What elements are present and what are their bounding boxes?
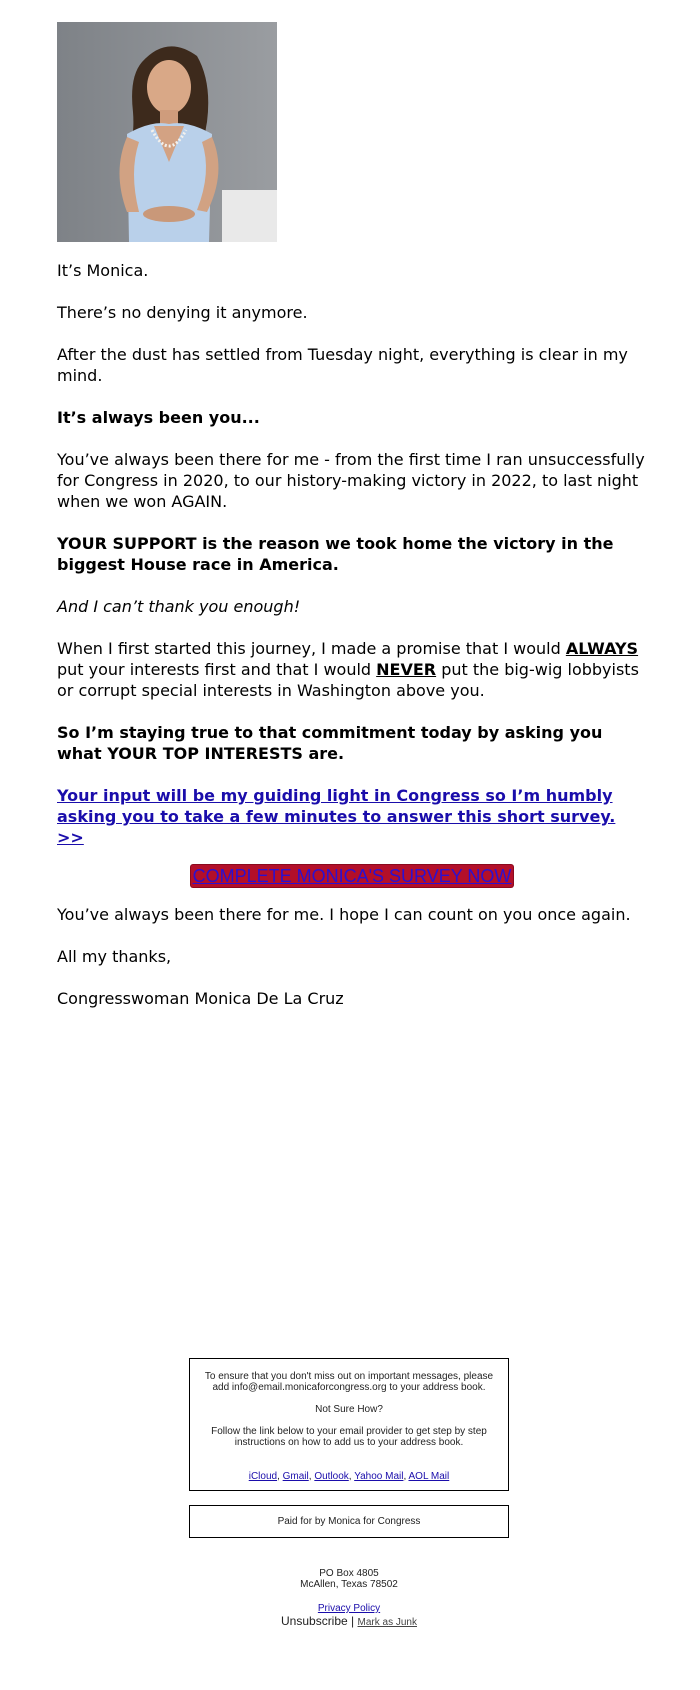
paragraph-count-on-you: You’ve always been there for me. I hope I can count on you once again. xyxy=(57,905,631,924)
outlook-link[interactable]: Outlook xyxy=(314,1471,349,1482)
mark-as-junk-link[interactable]: Mark as Junk xyxy=(357,1617,417,1628)
separator: | xyxy=(351,1614,355,1628)
never-emphasis: NEVER xyxy=(376,660,437,679)
aol-mail-link[interactable]: AOL Mail xyxy=(408,1471,450,1482)
yahoo-mail-link[interactable]: Yahoo Mail xyxy=(354,1471,404,1482)
provider-links: iCloud, Gmail, Outlook, Yahoo Mail, AOL Mail xyxy=(248,1471,450,1482)
paragraph-promise xyxy=(57,638,647,701)
paragraph-denying: There’s no denying it anymore. xyxy=(57,303,308,322)
privacy-line xyxy=(189,1603,509,1614)
paragraph-history: You’ve always been there for me - from the first time I ran unsuccessfully for Congress in 2020, to our history-making victory in 2022, to last night when we won AGAIN. xyxy=(57,450,645,511)
address-line-2: McAllen, Texas 78502 xyxy=(300,1579,398,1590)
paragraph-always-been-you: It’s always been you... xyxy=(57,408,260,427)
privacy-policy-link[interactable]: Privacy Policy xyxy=(317,1603,381,1614)
promise-text-2: put your interests first and that I would xyxy=(57,660,377,679)
candidate-photo xyxy=(57,22,277,242)
unsubscribe-line xyxy=(189,1615,509,1629)
paid-for-box xyxy=(189,1505,509,1538)
signoff-text: All my thanks, xyxy=(57,947,172,966)
paragraph-thanks: And I can’t thank you enough! xyxy=(57,597,301,616)
not-sure-how-text: Not Sure How? xyxy=(315,1404,383,1415)
paid-for-text: Paid for by Monica for Congress xyxy=(277,1516,421,1527)
address-line-1: PO Box 4805 xyxy=(319,1568,379,1579)
address-book-box xyxy=(189,1358,509,1491)
gmail-link[interactable]: Gmail xyxy=(282,1471,309,1482)
address-book-instructions: To ensure that you don't miss out on important messages, please add info@email.monicaforcongress.org to your address book. xyxy=(204,1371,494,1393)
icloud-link[interactable]: iCloud xyxy=(248,1471,278,1482)
promise-text-1: When I first started this journey, I made a promise that I would xyxy=(57,639,566,658)
cta-container xyxy=(57,865,647,887)
signature-text: Congresswoman Monica De La Cruz xyxy=(57,989,344,1008)
promise-text-3: put the big-wig lobbyists or corrupt special interests in Washington above you. xyxy=(57,660,639,700)
survey-link[interactable]: Your input will be my guiding light in Congress so I’m humbly asking you to take a few minutes to answer this short survey. >> xyxy=(57,786,616,847)
paragraph-support: YOUR SUPPORT is the reason we took home the victory in the biggest House race in America. xyxy=(57,534,614,574)
email-body xyxy=(57,22,647,1009)
greeting-text: It’s Monica. xyxy=(57,261,149,280)
unsubscribe-link[interactable]: Unsubscribe xyxy=(281,1614,348,1628)
complete-survey-button[interactable]: COMPLETE MONICA'S SURVEY NOW xyxy=(192,866,512,886)
paragraph-commitment: So I’m staying true to that commitment today by asking you what YOUR TOP INTERESTS are. xyxy=(57,723,603,763)
footer-address xyxy=(189,1568,509,1629)
paragraph-dust-settled: After the dust has settled from Tuesday night, everything is clear in my mind. xyxy=(57,345,628,385)
survey-link-paragraph xyxy=(57,785,647,848)
always-emphasis: ALWAYS xyxy=(565,639,639,658)
provider-instructions: Follow the link below to your email provider to get step by step instructions on how to add us to your address book. xyxy=(211,1426,487,1448)
